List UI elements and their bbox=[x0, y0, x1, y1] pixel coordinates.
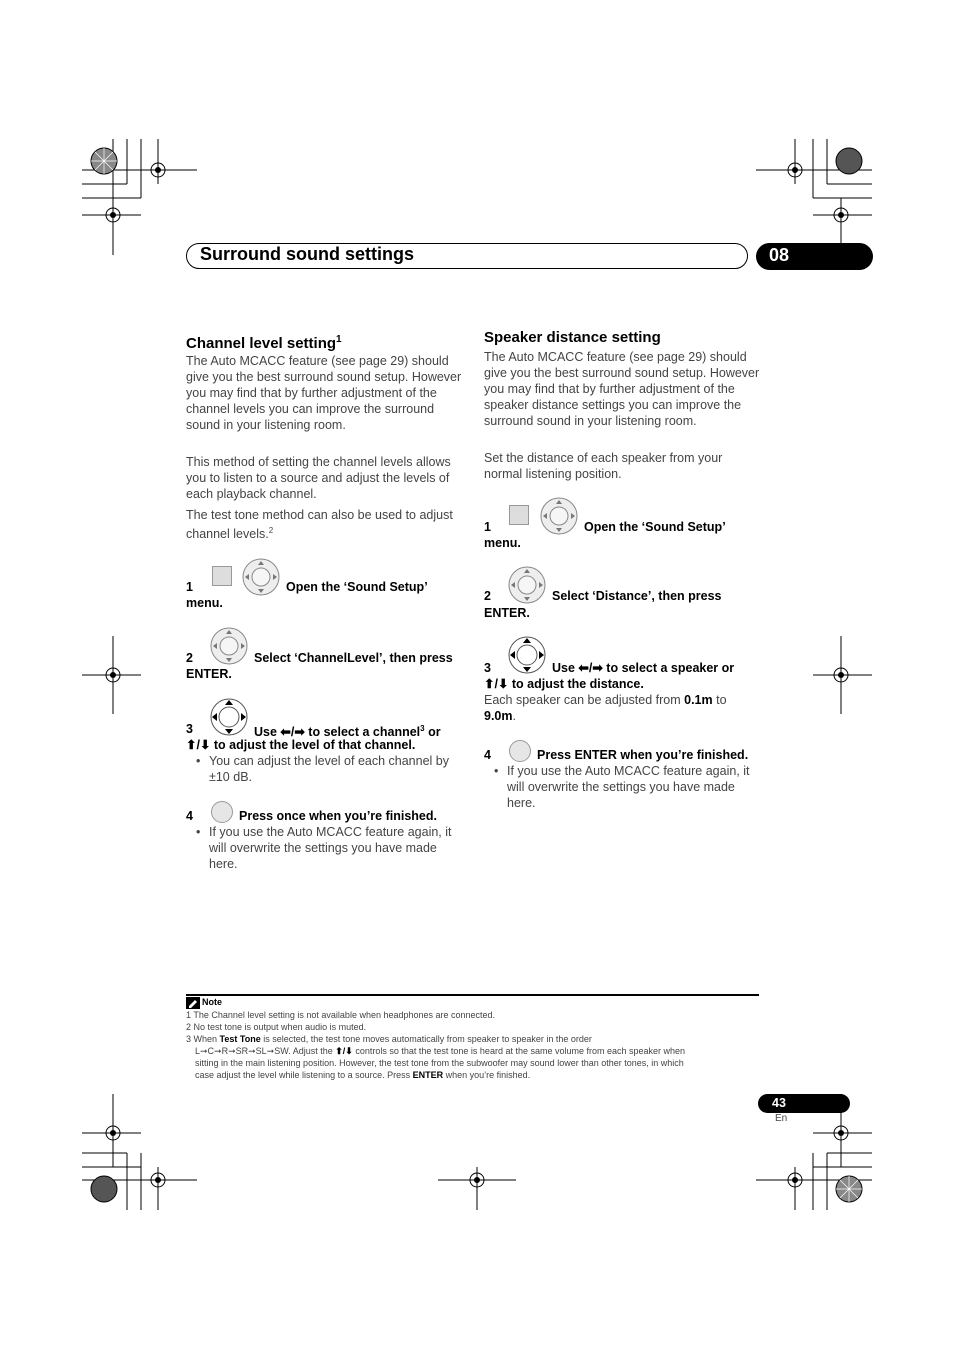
channel-level-heading: Channel level setting$^1$ bbox=[186, 334, 342, 352]
setup-button-icon bbox=[212, 566, 232, 586]
left-step2-number: 2 bbox=[186, 651, 193, 665]
channel-level-method: This method of setting the channel levels allows you to listen to a source and adjust the levels of each playback channel. bbox=[186, 455, 451, 501]
note-1: 1 The Channel level setting is not available when headphones are connected. bbox=[186, 1010, 496, 1020]
right-step4-bullet: • If you use the Auto MCACC feature again, it will overwrite the settings you have made here. bbox=[494, 764, 750, 810]
notes-divider bbox=[186, 994, 759, 996]
left-step3-text: Use ⬅/➡ to select a channel$^3$ or bbox=[254, 724, 441, 740]
enter-button-icon bbox=[509, 740, 531, 762]
language-code: En bbox=[775, 1113, 788, 1124]
left-step1-number: 1 bbox=[186, 580, 193, 594]
right-step1-text: Open the ‘Sound Setup’ bbox=[584, 520, 726, 534]
right-step1-cont: menu. bbox=[484, 536, 521, 550]
section-title: Surround sound settings bbox=[200, 244, 414, 264]
left-step3-bullet: • You can adjust the level of each channel by ±10 dB. bbox=[196, 754, 449, 784]
speaker-distance-set: Set the distance of each speaker from your normal listening position. bbox=[484, 451, 723, 481]
right-step3-number: 3 bbox=[484, 661, 491, 675]
chapter-number: 08 bbox=[756, 243, 873, 270]
right-step1-number: 1 bbox=[484, 520, 491, 534]
left-step1-cont: menu. bbox=[186, 596, 223, 610]
speaker-distance-heading: Speaker distance setting bbox=[484, 329, 661, 346]
left-step3-number: 3 bbox=[186, 722, 193, 736]
left-step4-number: 4 bbox=[186, 809, 193, 823]
left-step4-bullet: • If you use the Auto MCACC feature again, it will overwrite the settings you have made here. bbox=[196, 825, 452, 871]
page-number: 43 bbox=[758, 1094, 850, 1113]
dpad-icon bbox=[242, 558, 280, 596]
channel-level-intro: The Auto MCACC feature (see page 29) should give you the best surround sound setup. However you may find that by further adjustment of the channel levels you can improve the surround sound in your listening room. bbox=[186, 354, 462, 432]
dpad-icon bbox=[508, 566, 546, 604]
right-step2-text: Select ‘Distance’, then press bbox=[552, 589, 722, 603]
note-3: 3 When Test Tone is selected, the test tone moves automatically from speaker to speaker in the order bbox=[186, 1034, 592, 1044]
note-2: 2 No test tone is output when audio is muted. bbox=[186, 1022, 367, 1032]
note-3-line3: sitting in the main listening position. However, the test tone from the subwoofer may sound lower than other tones, in which bbox=[195, 1058, 684, 1068]
left-step2-text: Select ‘ChannelLevel’, then press bbox=[254, 651, 453, 665]
right-step3-range: Each speaker can be adjusted from 0.1m to 9.0m. bbox=[484, 693, 727, 723]
notes-label: Note bbox=[202, 997, 222, 1007]
dpad-arrows-icon bbox=[210, 698, 248, 736]
right-step4-number: 4 bbox=[484, 748, 491, 762]
right-step2-number: 2 bbox=[484, 589, 491, 603]
note-3-line4: case adjust the level while listening to a source. Press ENTER when you’re finished. bbox=[195, 1070, 531, 1080]
left-step4-text: Press once when you’re finished. bbox=[239, 809, 437, 823]
right-step4-text: Press ENTER when you’re finished. bbox=[537, 748, 749, 762]
channel-level-testtone: The test tone method can also be used to adjust channel levels.$^2$ bbox=[186, 508, 453, 542]
setup-button-icon bbox=[509, 505, 529, 525]
left-step3-cont: ⬆/⬇ to adjust the level of that channel. bbox=[186, 738, 416, 752]
dpad-arrows-icon bbox=[508, 636, 546, 674]
return-button-icon bbox=[211, 801, 233, 823]
note-pencil-icon bbox=[186, 997, 200, 1009]
right-step3-text: Use ⬅/➡ to select a speaker or bbox=[552, 661, 735, 675]
right-step2-cont: ENTER. bbox=[484, 606, 530, 620]
speaker-distance-intro: The Auto MCACC feature (see page 29) should give you the best surround sound setup. However you may find that by further adjustment of the speaker distance settings you can improve the surround sound in your listening room. bbox=[484, 350, 760, 428]
note-3-line2: L➞C➞R➞SR➞SL➞SW. Adjust the ⬆/⬇ controls so that the test tone is heard at the same volume from each speaker when bbox=[195, 1046, 686, 1056]
right-step3-cont: ⬆/⬇ to adjust the distance. bbox=[484, 677, 644, 691]
dpad-icon bbox=[210, 627, 248, 665]
left-step2-cont: ENTER. bbox=[186, 667, 232, 681]
dpad-icon bbox=[540, 497, 578, 535]
left-step1-text: Open the ‘Sound Setup’ bbox=[286, 580, 428, 594]
